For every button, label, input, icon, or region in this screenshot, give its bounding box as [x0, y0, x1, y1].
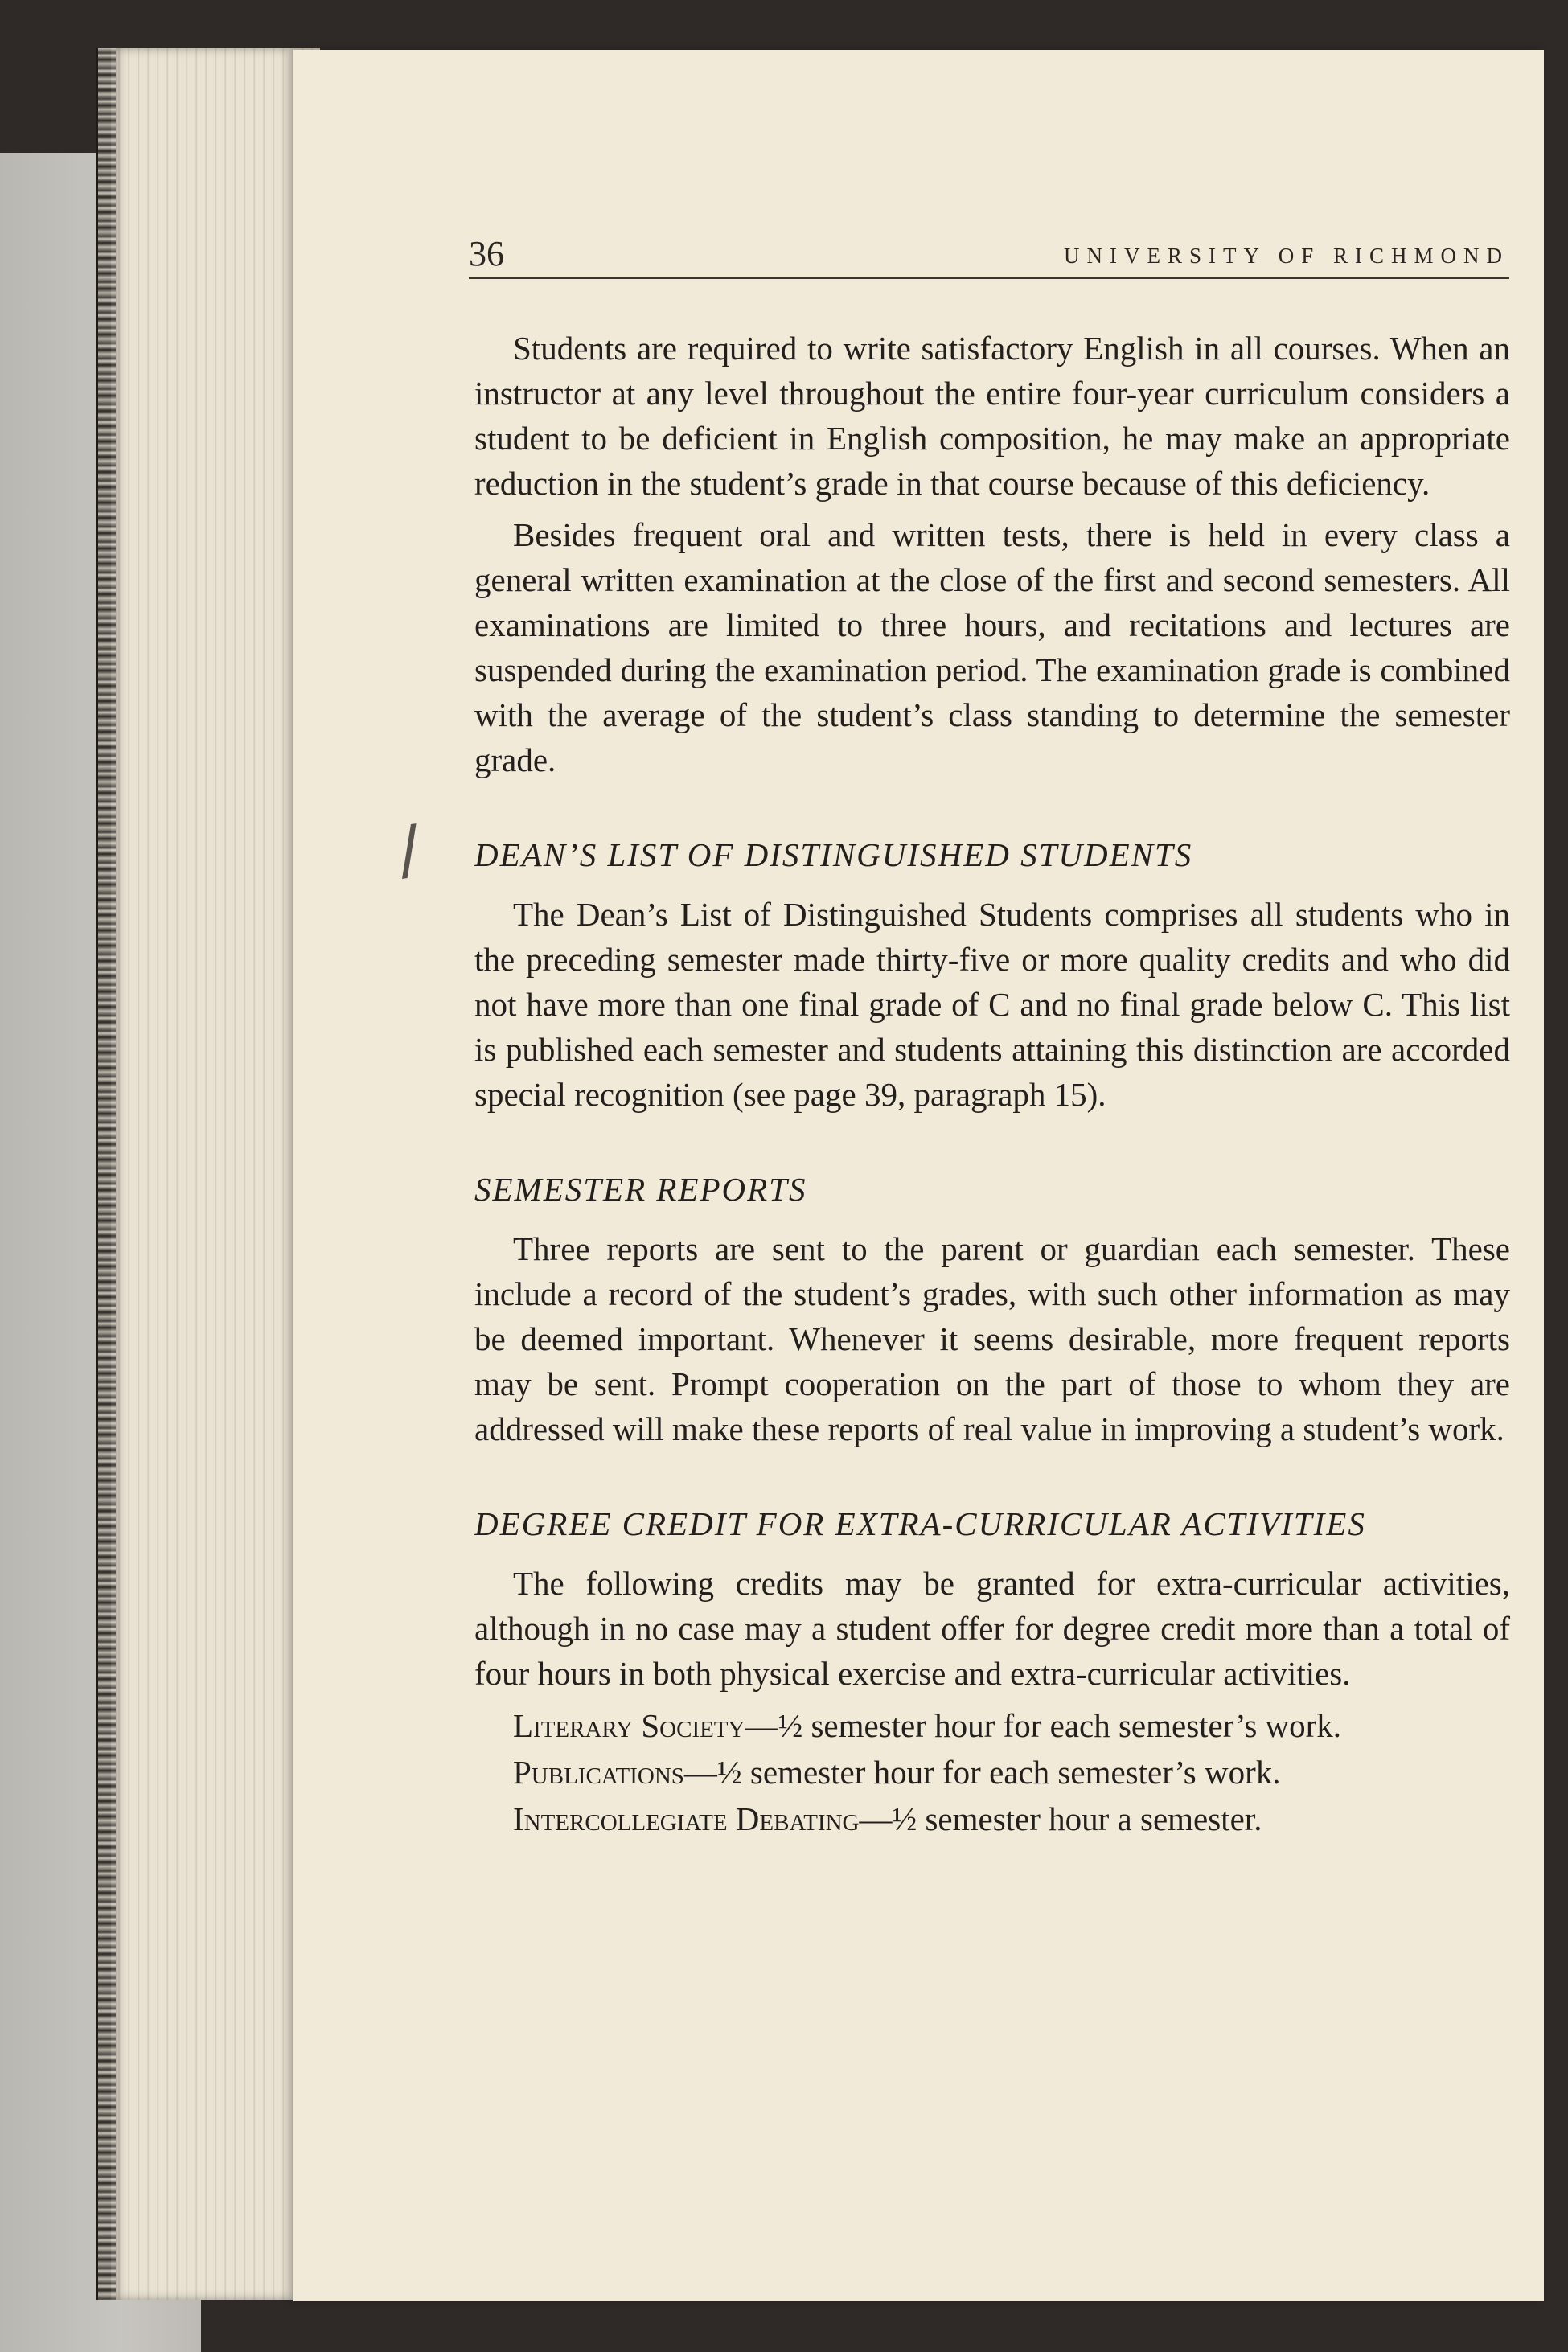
credit-intercollegiate-debating	[474, 1796, 1510, 1842]
credit-detail: —½ semester hour for each semester’s work.	[745, 1707, 1342, 1744]
page-edges-fringe	[98, 48, 116, 2300]
intro-paragraph-1: Students are required to write satisfactory English in all courses. When an instructor at any level throughout the entire four-year curriculum considers a student to be deficient in English composition, he may make an appropriate reduction in the student’s grade in that course because of this deficiency.	[474, 330, 1510, 502]
semester-reports-paragraph: Three reports are sent to the parent or guardian each semester. These include a record of the student’s grades, with such other information as may be deemed important. Whenever it seems desirable, more frequent reports may be sent. Prompt cooperation on the part of those to whom they are addressed will make these reports of real value in improving a student’s work.	[474, 1230, 1510, 1447]
credit-detail: —½ semester hour a semester.	[859, 1800, 1262, 1837]
page-edges	[96, 48, 320, 2300]
credit-publications	[474, 1749, 1510, 1796]
header-rule	[469, 277, 1509, 279]
credit-label: Intercollegiate Debating	[513, 1800, 860, 1837]
credit-detail: —½ semester hour for each semester’s work.	[683, 1754, 1281, 1791]
running-title: UNIVERSITY OF RICHMOND	[1063, 244, 1509, 268]
page-number: 36	[469, 234, 504, 273]
deans-list-heading: DEAN’S LIST OF DISTINGUISHED STUDENTS	[474, 836, 1193, 873]
semester-reports-heading: SEMESTER REPORTS	[474, 1171, 807, 1208]
credit-literary-society	[474, 1702, 1510, 1749]
extra-curricular-paragraph: The following credits may be granted for extra-curricular activities, although in no case may a student offer for degree credit more than a total of four hours in both physical exercise and extra-curricular activities.	[474, 1565, 1510, 1692]
pencil-check-mark: /	[392, 811, 425, 889]
intro-paragraph-2: Besides frequent oral and written tests, there is held in every class a general written examination at the close of the first and second semesters. All examinations are limited to three hours, and recitations and lectures are suspended during the examination period. The examination grade is combined with the average of the student’s class standing to determine the semester grade.	[474, 516, 1510, 778]
page-content	[474, 326, 1510, 1842]
extra-curricular-heading: DEGREE CREDIT FOR EXTRA-CURRICULAR ACTIVITIES	[474, 1505, 1366, 1542]
credit-label: Publications	[513, 1754, 684, 1791]
credit-label: Literary Society	[513, 1707, 745, 1744]
deans-list-paragraph: The Dean’s List of Distinguished Students comprises all students who in the preceding semester made thirty-five or more quality credits and who did not have more than one final grade of C and no final grade below C. This list is published each semester and students attaining this distinction are accorded special recognition (see page 39, paragraph 15).	[474, 896, 1510, 1113]
